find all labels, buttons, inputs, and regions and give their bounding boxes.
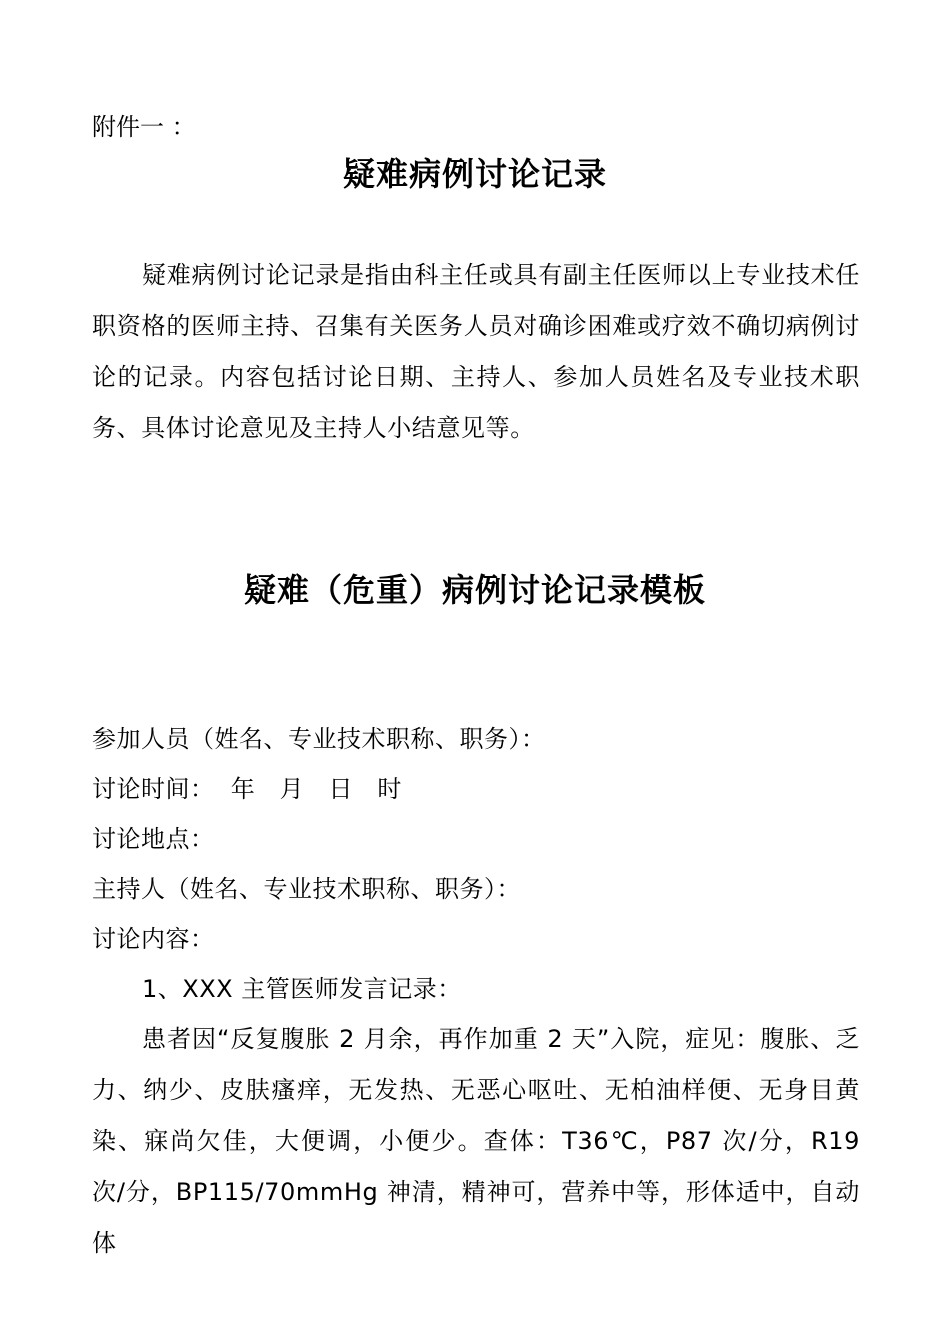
speech-body-paragraph: 患者因“反复腹胀 2 月余，再作加重 2 天”入院，症见：腹胀、乏力、纳少、皮肤瘙痒，无发热、无恶心呕吐、无柏油样便、无身目黄染、寐尚欠佳，大便调，小便少。查体：T36℃，P87 次/分，R19 次/分，BP115/70mmHg 神清，精神可，营养中等，形体适中，自动体	[92, 1025, 860, 1257]
field-host: 主持人（姓名、专业技术职称、职务）：	[92, 875, 521, 903]
intro-paragraph: 疑难病例讨论记录是指由科主任或具有副主任医师以上专业技术任职资格的医师主持、召集有关医务人员对确诊困难或疗效不确切病例讨论的记录。内容包括讨论日期、主持人、参加人员姓名及专业技术职务、具体讨论意见及主持人小结意见等。	[92, 261, 860, 442]
field-discussion-content: 讨论内容：	[92, 925, 215, 953]
template-fields	[92, 714, 862, 1269]
field-participants: 参加人员（姓名、专业技术职称、职务）：	[92, 725, 546, 753]
section-title-template: 疑难（危重）病例讨论记录模板	[243, 571, 706, 609]
section-title-discussion-record: 疑难病例讨论记录	[342, 155, 607, 193]
annex-label: 附件一 ：	[92, 113, 196, 141]
field-discussion-time: 讨论时间： 年 月 日 时	[92, 775, 402, 803]
field-discussion-location: 讨论地点：	[92, 825, 215, 853]
speech-heading: 1、XXX 主管医师发言记录：	[142, 975, 462, 1003]
